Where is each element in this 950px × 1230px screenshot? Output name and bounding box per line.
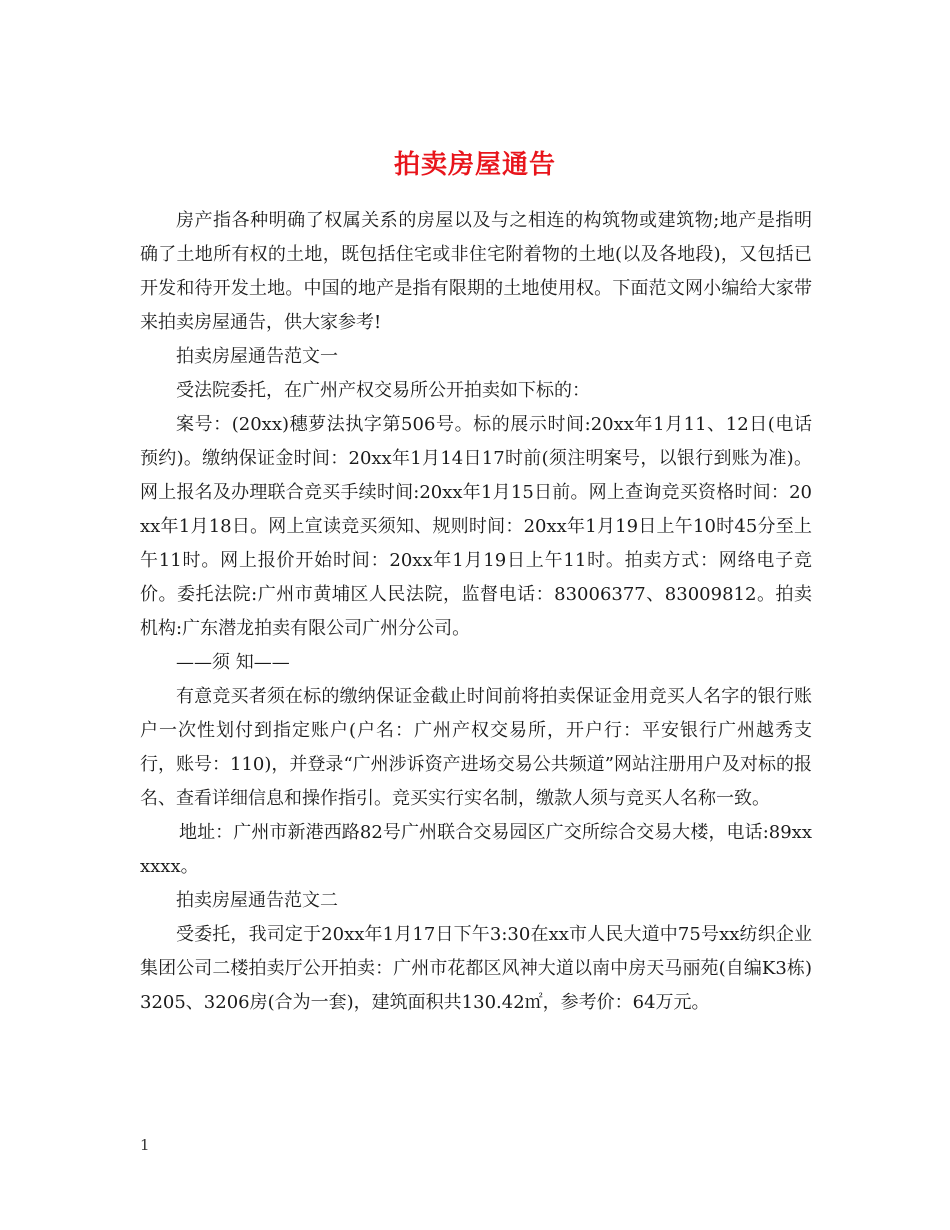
case-details-paragraph: 案号：(20xx)穗萝法执字第506号。标的展示时间:20xx年1月11、12日(电话预约)。缴纳保证金时间：20xx年1月14日17时前(须注明案号，以银行到账为准)。网上报名及办理联合竞买手续时间:20xx年1月15日前。网上查询竞买资格时间：20xx年1月18日。网上宣读竞买须知、规则时间：20xx年1月19日上午10时45分至上午11时。网上报价开始时间：20xx年1月19日上午11时。拍卖方式：网络电子竞价。委托法院:广州市黄埔区人民法院，监督电话：83006377、83009812。拍卖机构:广东潜龙拍卖有限公司广州分公司。 <box>140 414 812 639</box>
address-paragraph: 地址：广州市新港西路82号广州联合交易园区广交所综合交易大楼，电话:89xxxxxx。 <box>140 822 812 877</box>
document-title: 拍卖房屋通告 <box>393 150 556 181</box>
notice-paragraph: 有意竞买者须在标的缴纳保证金截止时间前将拍卖保证金用竞买人名字的银行账户一次性划付到指定账户(户名：广州产权交易所，开户行：平安银行广州越秀支行，账号：110)，并登录“广州涉诉资产进场交易公共频道”网站注册用户及对标的报名、查看详细信息和操作指引。竞买实行实名制，缴款人须与竞买人名称一致。 <box>140 686 812 809</box>
auction-details-paragraph: 受委托，我司定于20xx年1月17日下午3:30在xx市人民大道中75号xx纺织企业集团公司二楼拍卖厅公开拍卖：广州市花都区风神大道以南中房天马丽苑(自编K3栋)3205、3206房(合为一套)，建筑面积共130.42㎡，参考价：64万元。 <box>140 924 812 1013</box>
document-body <box>140 204 812 1020</box>
entrustment-paragraph: 受法院委托，在广州产权交易所公开拍卖如下标的： <box>176 380 590 401</box>
notice-heading: ——须 知—— <box>176 652 290 673</box>
section-heading-sample-two: 拍卖房屋通告范文二 <box>176 890 338 911</box>
page-number: 1 <box>140 1136 150 1154</box>
intro-paragraph: 房产指各种明确了权属关系的房屋以及与之相连的构筑物或建筑物;地产是指明确了土地所有权的土地，既包括住宅或非住宅附着物的土地(以及各地段)，又包括已开发和待开发土地。中国的地产是指有限期的土地使用权。下面范文网小编给大家带来拍卖房屋通告，供大家参考! <box>140 210 812 333</box>
section-heading-sample-one: 拍卖房屋通告范文一 <box>176 346 338 367</box>
